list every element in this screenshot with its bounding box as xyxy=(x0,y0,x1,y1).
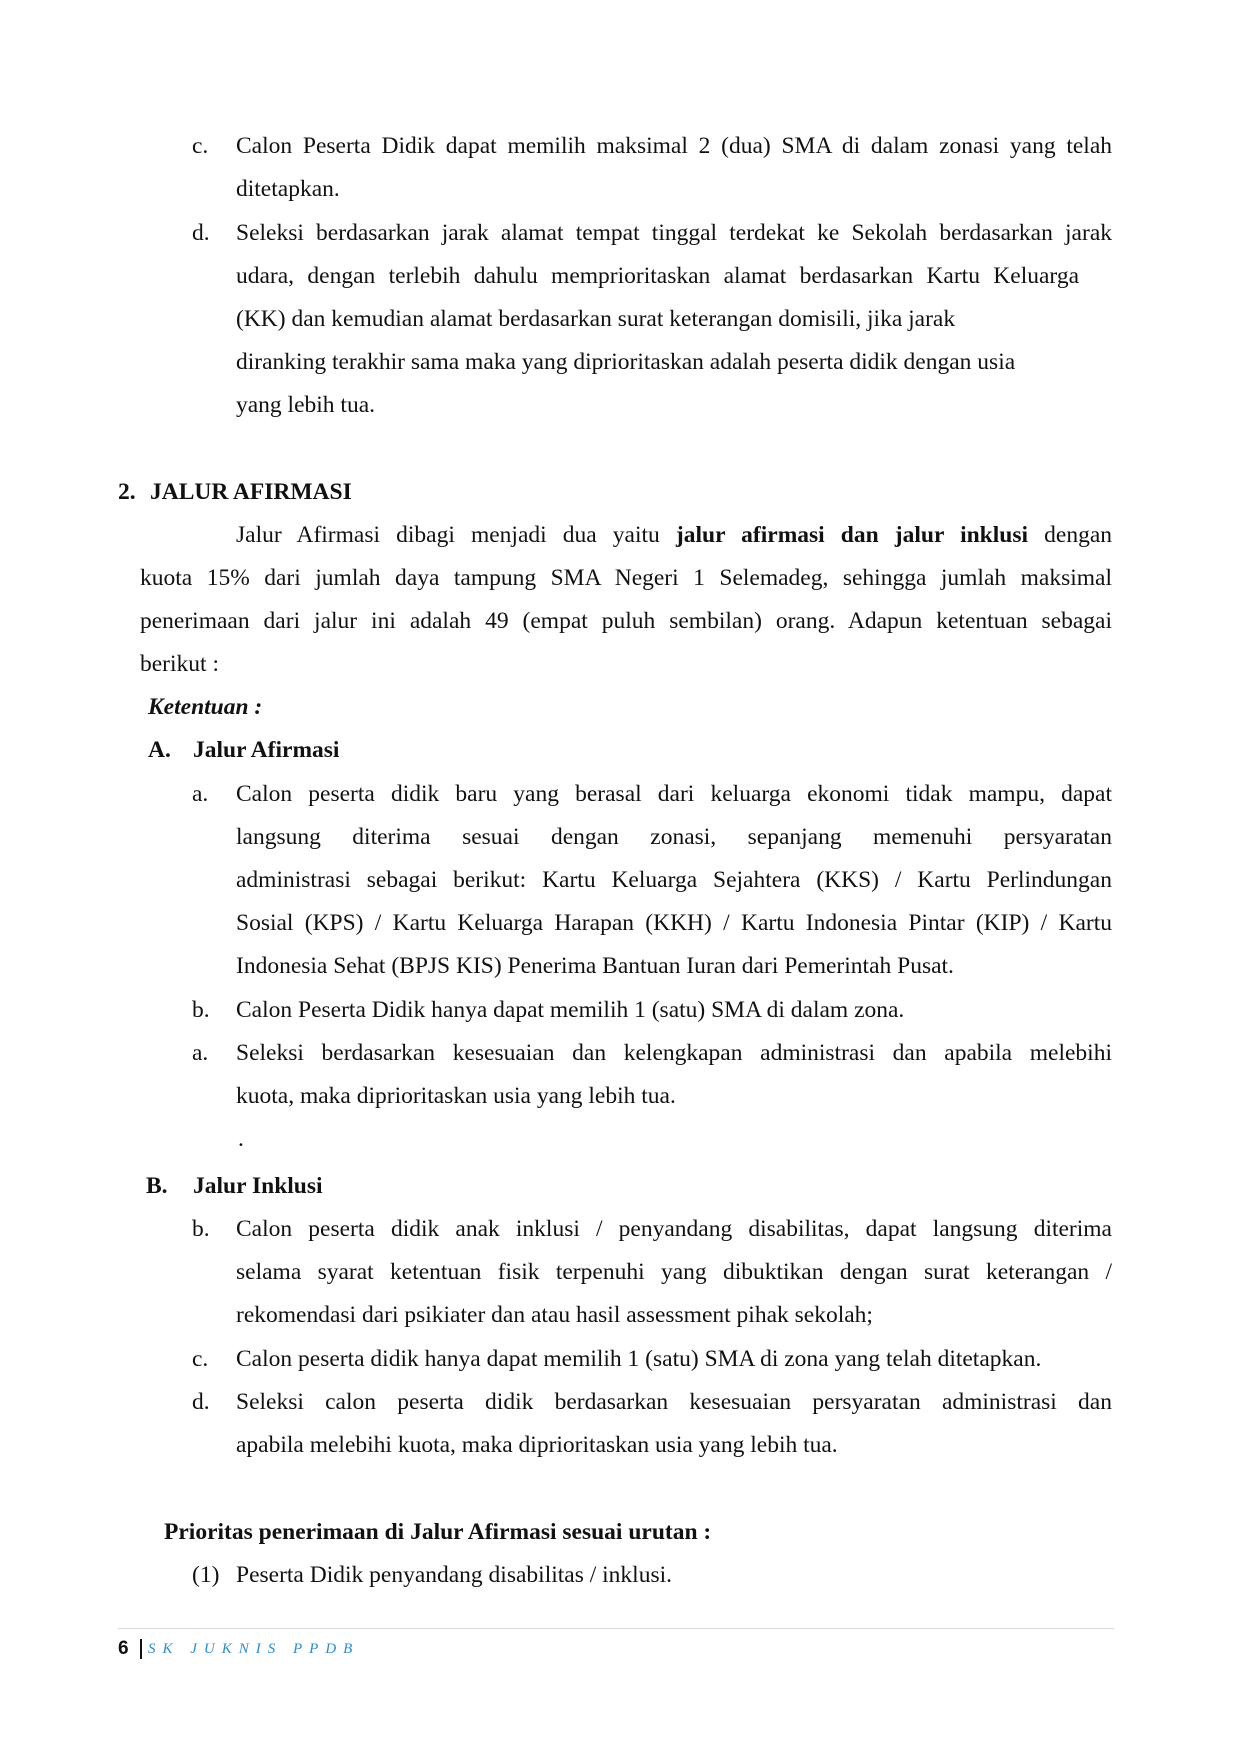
intro-line: berikut : xyxy=(140,651,219,677)
footer-separator xyxy=(140,1639,142,1659)
subsection-title: Jalur Afirmasi xyxy=(193,737,340,763)
subsection-letter: A. xyxy=(148,737,171,763)
list-item-line: Indonesia Sehat (BPJS KIS) Penerima Bantuan Iuran dari Pemerintah Pusat. xyxy=(236,953,954,979)
list-item-line: langsung diterima sesuai dengan zonasi, sepanjang memenuhi persyaratan xyxy=(236,824,1112,850)
subsection-title: Jalur Inklusi xyxy=(193,1173,323,1199)
list-item-line: Calon peserta didik hanya dapat memilih 1 (satu) SMA di zona yang telah ditetapkan. xyxy=(236,1346,1042,1372)
list-marker: c. xyxy=(192,133,209,159)
list-marker: d. xyxy=(192,1389,210,1415)
list-item-line: Calon peserta didik anak inklusi / penyandang disabilitas, dapat langsung diterima xyxy=(236,1216,1112,1242)
list-item-line: Seleksi berdasarkan kesesuaian dan kelengkapan administrasi dan apabila melebihi xyxy=(236,1040,1112,1066)
trailing-dot: . xyxy=(238,1126,244,1152)
list-item-line: administrasi sebagai berikut: Kartu Keluarga Sejahtera (KKS) / Kartu Perlindungan xyxy=(236,867,1112,893)
list-item-line: Calon peserta didik baru yang berasal dari keluarga ekonomi tidak mampu, dapat xyxy=(236,781,1112,807)
list-marker: (1) xyxy=(192,1562,220,1588)
list-item-line: Calon Peserta Didik dapat memilih maksimal 2 (dua) SMA di dalam zonasi yang telah xyxy=(236,133,1112,159)
priority-heading: Prioritas penerimaan di Jalur Afirmasi sesuai urutan : xyxy=(164,1519,712,1545)
footer-divider xyxy=(118,1628,1114,1629)
subsection-letter: B. xyxy=(146,1173,168,1199)
intro-line: kuota 15% dari jumlah daya tampung SMA Negeri 1 Selemadeg, sehingga jumlah maksimal xyxy=(140,565,1112,591)
list-marker: a. xyxy=(192,1040,209,1066)
list-item-line: (KK) dan kemudian alamat berdasarkan surat keterangan domisili, jika jarak xyxy=(236,306,956,332)
intro-line-1 xyxy=(236,520,1112,550)
footer-title: SK JUKNIS PPDB xyxy=(148,1641,360,1657)
list-item-line: diranking terakhir sama maka yang diprioritaskan adalah peserta didik dengan usia xyxy=(236,349,1016,375)
section-number: 2. xyxy=(118,479,136,505)
list-item-line: Seleksi berdasarkan jarak alamat tempat tinggal terdekat ke Sekolah berdasarkan jarak xyxy=(236,220,1112,246)
list-item-line: rekomendasi dari psikiater dan atau hasil assessment pihak sekolah; xyxy=(236,1302,873,1328)
priority-item: Peserta Didik penyandang disabilitas / inklusi. xyxy=(236,1562,672,1588)
section-heading: JALUR AFIRMASI xyxy=(150,479,352,505)
list-item-line: Calon Peserta Didik hanya dapat memilih 1 (satu) SMA di dalam zona. xyxy=(236,997,905,1023)
intro-line: penerimaan dari jalur ini adalah 49 (empat puluh sembilan) orang. Adapun ketentuan sebagai xyxy=(140,608,1112,634)
list-item-line: Sosial (KPS) / Kartu Keluarga Harapan (KKH) / Kartu Indonesia Pintar (KIP) / Kartu xyxy=(236,910,1112,936)
intro-bold-text: jalur afirmasi dan jalur inklusi xyxy=(675,522,1029,548)
list-marker: b. xyxy=(192,997,210,1023)
list-item-line: Seleksi calon peserta didik berdasarkan kesesuaian persyaratan administrasi dan xyxy=(236,1389,1112,1415)
intro-text: dengan xyxy=(1028,522,1112,548)
list-item-line: selama syarat ketentuan fisik terpenuhi yang dibuktikan dengan surat keterangan / xyxy=(236,1259,1112,1285)
intro-text: Jalur Afirmasi dibagi menjadi dua yaitu xyxy=(236,522,676,548)
list-marker: c. xyxy=(192,1346,209,1372)
list-item-line: udara, dengan terlebih dahulu memprioritaskan alamat berdasarkan Kartu Keluarga xyxy=(236,263,1079,289)
list-item-line: ditetapkan. xyxy=(236,176,340,202)
list-marker: d. xyxy=(192,220,210,246)
ketentuan-label: Ketentuan : xyxy=(148,694,263,720)
list-marker: a. xyxy=(192,781,209,807)
list-item-line: kuota, maka diprioritaskan usia yang lebih tua. xyxy=(236,1083,676,1109)
list-item-line: apabila melebihi kuota, maka diprioritaskan usia yang lebih tua. xyxy=(236,1432,838,1458)
list-marker: b. xyxy=(192,1216,210,1242)
page-number: 6 xyxy=(118,1638,129,1659)
list-item-line: yang lebih tua. xyxy=(236,392,376,418)
